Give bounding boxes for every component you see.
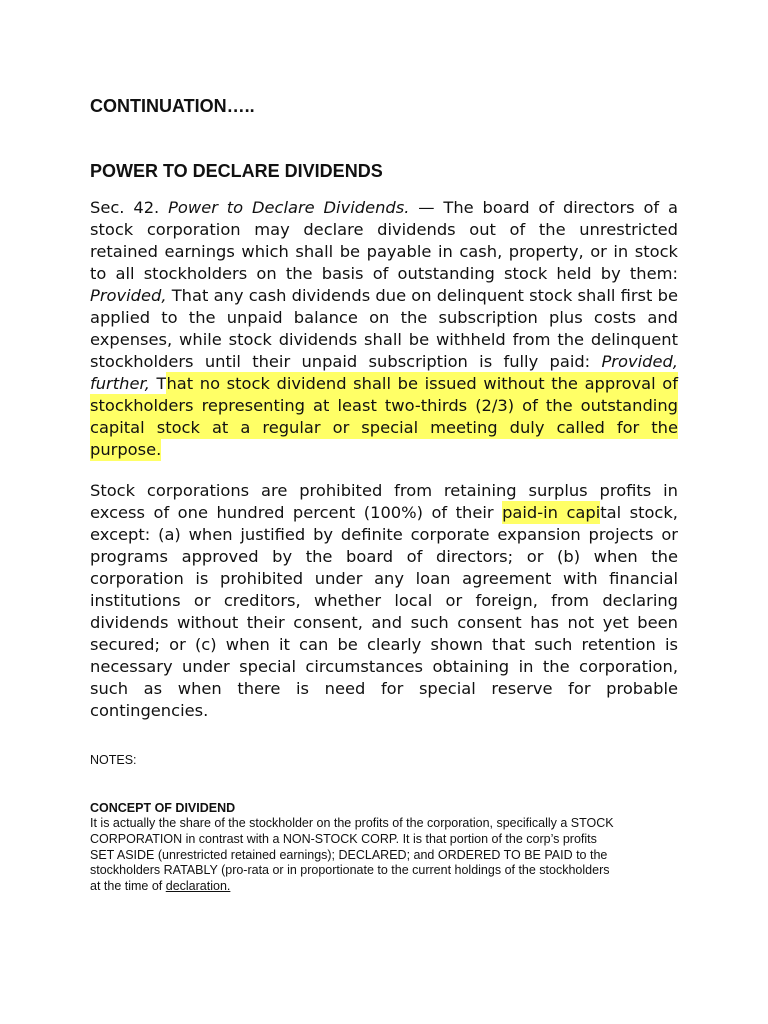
- concept-line-5-prefix: at the time of: [90, 879, 163, 894]
- notes-label: NOTES:: [90, 753, 137, 767]
- section-42-paragraph: [90, 197, 678, 461]
- highlighted-text: hat no stock dividend shall be issued without the approval of stockholders representing at least two-thirds (2/3) of the outstanding capital stock at a regular or special meeting duly called for the purpose.: [90, 374, 678, 459]
- retention-text-b: tal stock, except: (a) when justified by definite corporate expansion projects or programs approved by the board of directors; or (b) when the corporation is prohibited under any loan agreement with financial institutions or creditors, whether local or foreign, from declaring dividends without their consent, and such consent has not yet been secured; or (c) when it can be clearly shown that such retention is necessary under special circumstances obtaining in the corporation, such as when there is need for special reserve for probable contingencies.: [90, 503, 678, 720]
- section-text-c: T: [156, 374, 167, 393]
- concept-text: [90, 816, 690, 895]
- section-heading: POWER TO DECLARE DIVIDENDS: [90, 161, 383, 181]
- section-title: Power to Declare Dividends.: [168, 198, 410, 217]
- section-text-a: — The board of directors of a stock corporation may declare dividends out of the unrestricted retained earnings which shall be payable in cash, property, or in stock to all stockholders on the basis of outstanding stock held by them:: [90, 198, 678, 283]
- concept-title: CONCEPT OF DIVIDEND: [90, 801, 236, 815]
- concept-line-2: CORPORATION in contrast with a NON-STOCK CORP. It is that portion of the corp’s profits: [90, 831, 597, 846]
- highlighted-text: paid-in capi: [502, 503, 601, 522]
- declaration-underlined: declaration.: [165, 879, 231, 894]
- retention-paragraph: [90, 480, 678, 722]
- concept-line-3: SET ASIDE (unrestricted retained earnings); DECLARED; and ORDERED TO BE PAID to the: [90, 847, 608, 862]
- continuation-heading: CONTINUATION…..: [90, 96, 255, 116]
- section-text-b: That any cash dividends due on delinquent stock shall first be applied to the unpaid balance on the subscription plus costs and expenses, while stock dividends shall be withheld from the delinquent stockholders until their unpaid subscription is fully paid:: [90, 286, 678, 371]
- proviso-label: Provided,: [90, 286, 167, 305]
- retention-text-a: Stock corporations are prohibited from retaining surplus profits in excess of one hundred percent (100%) of their: [90, 481, 678, 522]
- proviso-further-label: Provided, further,: [90, 352, 678, 393]
- concept-line-1: It is actually the share of the stockholder on the profits of the corporation, specifically a STOCK: [90, 816, 614, 830]
- section-number: Sec. 42.: [90, 198, 160, 217]
- concept-line-4: stockholders RATABLY (pro-rata or in proportionate to the current holdings of the stockholders: [90, 863, 610, 878]
